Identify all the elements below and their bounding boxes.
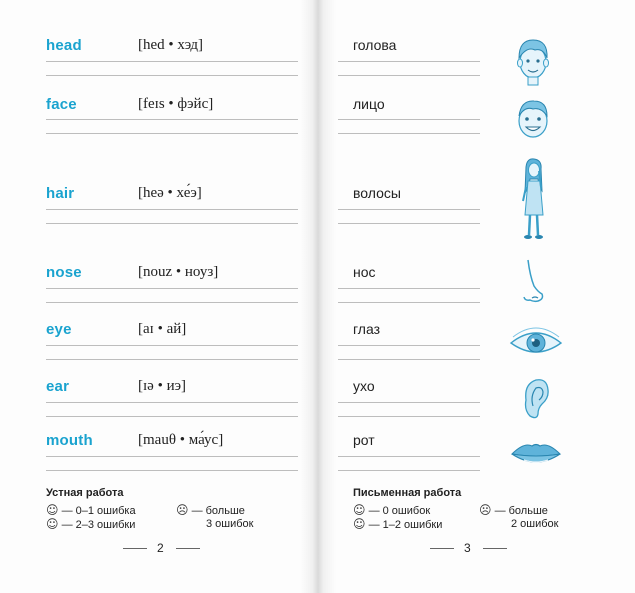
- writing-line: [338, 345, 480, 346]
- english-word: hair: [46, 185, 75, 202]
- writing-line: [46, 402, 298, 403]
- russian-translation: глаз: [353, 321, 381, 337]
- oral-work-legend: [46, 487, 286, 533]
- transcription: [ɪə • иэ]: [138, 378, 187, 394]
- writing-line: [338, 119, 480, 120]
- writing-line: [46, 75, 298, 76]
- writing-line: [338, 133, 480, 134]
- writing-line: [46, 345, 298, 346]
- head-illustration-icon: [513, 34, 553, 88]
- writing-line: [338, 302, 480, 303]
- legend-bad-continued: 3 ошибок: [206, 518, 254, 530]
- ear-illustration-icon: [522, 376, 550, 422]
- english-word: head: [46, 37, 82, 54]
- english-word: nose: [46, 264, 82, 281]
- girl-hair-illustration-icon: [517, 157, 549, 243]
- writing-line: [338, 223, 480, 224]
- legend-title: Письменная работа: [353, 487, 462, 499]
- smile-icon: ☺: [46, 503, 59, 517]
- transcription: [heə • хе́э]: [138, 185, 202, 201]
- russian-translation: нос: [353, 264, 376, 280]
- page-number-dash: [176, 548, 200, 549]
- lips-illustration-icon: [510, 440, 562, 468]
- legend-ok: — 2–3 ошибки: [61, 519, 136, 531]
- english-word: ear: [46, 378, 70, 395]
- transcription: [feɪs • фэйс]: [138, 96, 214, 112]
- english-word: face: [46, 96, 77, 113]
- face-illustration-icon: [513, 96, 553, 142]
- writing-line: [338, 402, 480, 403]
- page-number-left: 2: [157, 541, 164, 555]
- eye-illustration-icon: [508, 325, 564, 361]
- english-word: eye: [46, 321, 72, 338]
- page-number-dash: [430, 548, 454, 549]
- legend-good: — 0 ошибок: [368, 505, 431, 517]
- written-work-legend: [353, 487, 603, 533]
- russian-translation: лицо: [353, 96, 385, 112]
- transcription: [mauθ • ма́ус]: [138, 432, 224, 448]
- page-number-right: 3: [464, 541, 471, 555]
- writing-line: [338, 359, 480, 360]
- sad-face-icon: ☹: [176, 503, 189, 517]
- writing-line: [46, 302, 298, 303]
- writing-line: [46, 223, 298, 224]
- legend-bad-continued: 2 ошибок: [511, 518, 559, 530]
- writing-line: [46, 61, 298, 62]
- russian-translation: рот: [353, 432, 375, 448]
- legend-good: — 0–1 ошибка: [61, 505, 136, 517]
- english-word: mouth: [46, 432, 93, 449]
- writing-line: [46, 288, 298, 289]
- transcription: [aɪ • ай]: [138, 321, 187, 337]
- neutral-face-icon: ☺: [46, 517, 59, 531]
- writing-line: [338, 456, 480, 457]
- transcription: [hed • хэд]: [138, 37, 203, 53]
- writing-line: [46, 209, 298, 210]
- legend-bad: — больше: [494, 505, 548, 517]
- legend-title: Устная работа: [46, 487, 124, 499]
- russian-translation: волосы: [353, 185, 401, 201]
- writing-line: [338, 61, 480, 62]
- writing-line: [46, 133, 298, 134]
- writing-line: [46, 470, 298, 471]
- writing-line: [46, 416, 298, 417]
- writing-line: [338, 75, 480, 76]
- transcription: [nouz • ноуз]: [138, 264, 219, 280]
- page-number-dash: [483, 548, 507, 549]
- neutral-face-icon: ☺: [353, 517, 366, 531]
- writing-line: [46, 119, 298, 120]
- page-number-dash: [123, 548, 147, 549]
- writing-line: [338, 288, 480, 289]
- sad-face-icon: ☹: [479, 503, 492, 517]
- russian-translation: ухо: [353, 378, 375, 394]
- writing-line: [338, 470, 480, 471]
- legend-bad: — больше: [191, 505, 245, 517]
- legend-ok: — 1–2 ошибки: [368, 519, 443, 531]
- nose-illustration-icon: [516, 258, 550, 306]
- writing-line: [338, 416, 480, 417]
- writing-line: [46, 359, 298, 360]
- writing-line: [46, 456, 298, 457]
- writing-line: [338, 209, 480, 210]
- smile-icon: ☺: [353, 503, 366, 517]
- russian-translation: голова: [353, 37, 397, 53]
